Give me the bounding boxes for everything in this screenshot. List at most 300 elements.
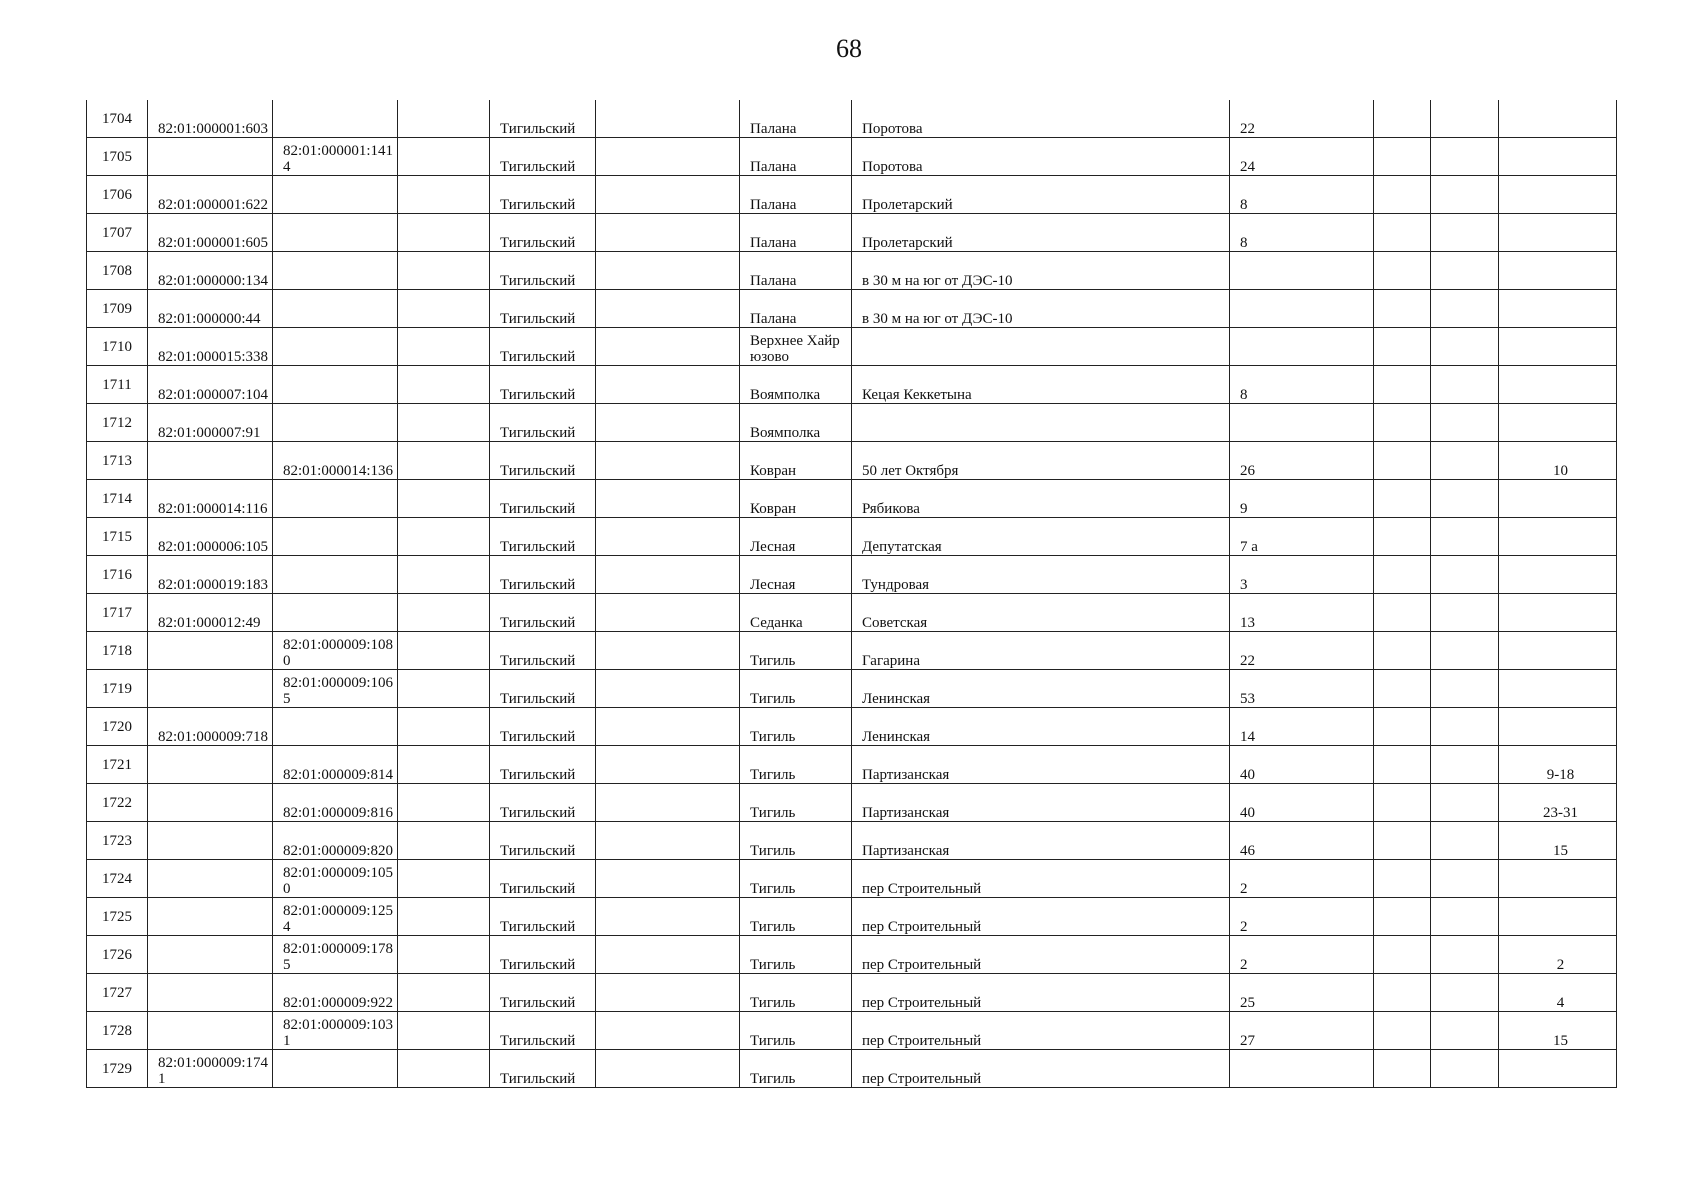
table-row bbox=[87, 784, 1617, 822]
cell-street: Партизанская bbox=[852, 784, 1230, 822]
cell-cadastral-number: 82:01:000009:718 bbox=[148, 708, 273, 746]
cell-street: Гагарина bbox=[852, 632, 1230, 670]
cell-empty bbox=[398, 936, 490, 974]
cell-empty bbox=[1374, 442, 1431, 480]
cell-empty bbox=[398, 366, 490, 404]
cell-empty bbox=[1374, 480, 1431, 518]
cell-row-number: 1719 bbox=[87, 670, 148, 708]
cell-cadastral-number bbox=[148, 670, 273, 708]
cell-empty bbox=[1374, 176, 1431, 214]
cell-district: Тигильский bbox=[490, 670, 596, 708]
cell-settlement: Палана bbox=[740, 100, 852, 138]
table-row bbox=[87, 290, 1617, 328]
cell-empty bbox=[1431, 404, 1499, 442]
cell-cadastral-number-building bbox=[273, 518, 398, 556]
cell-empty bbox=[1374, 746, 1431, 784]
cell-house: 26 bbox=[1230, 442, 1374, 480]
cell-empty bbox=[1374, 556, 1431, 594]
cell-empty bbox=[1431, 746, 1499, 784]
cell-district: Тигильский bbox=[490, 746, 596, 784]
cell-street: 50 лет Октября bbox=[852, 442, 1230, 480]
cell-cadastral-number bbox=[148, 746, 273, 784]
cell-row-number: 1722 bbox=[87, 784, 148, 822]
cell-cadastral-number: 82:01:000009:1741 bbox=[148, 1050, 273, 1088]
cell-row-number: 1712 bbox=[87, 404, 148, 442]
cell-house: 24 bbox=[1230, 138, 1374, 176]
cell-empty bbox=[596, 290, 740, 328]
cell-settlement: Тигиль bbox=[740, 1050, 852, 1088]
table-row bbox=[87, 100, 1617, 138]
cell-empty bbox=[1431, 252, 1499, 290]
cell-empty bbox=[596, 708, 740, 746]
cell-house: 8 bbox=[1230, 366, 1374, 404]
cell-empty bbox=[596, 404, 740, 442]
cell-street: Кецая Кеккетына bbox=[852, 366, 1230, 404]
cell-apartment bbox=[1499, 594, 1617, 632]
cell-cadastral-number-building bbox=[273, 1050, 398, 1088]
cell-empty bbox=[596, 822, 740, 860]
cell-settlement: Тигиль bbox=[740, 936, 852, 974]
cell-district: Тигильский bbox=[490, 252, 596, 290]
cell-empty bbox=[1431, 214, 1499, 252]
cell-empty bbox=[596, 936, 740, 974]
cell-empty bbox=[1431, 1012, 1499, 1050]
cell-district: Тигильский bbox=[490, 328, 596, 366]
cell-street: пер Строительный bbox=[852, 860, 1230, 898]
cell-empty bbox=[1431, 936, 1499, 974]
cell-empty bbox=[1374, 138, 1431, 176]
cell-empty bbox=[1431, 366, 1499, 404]
cell-empty bbox=[398, 1050, 490, 1088]
cell-cadastral-number-building bbox=[273, 480, 398, 518]
cell-cadastral-number-building bbox=[273, 594, 398, 632]
cell-cadastral-number-building bbox=[273, 556, 398, 594]
cell-empty bbox=[596, 632, 740, 670]
cell-empty bbox=[398, 708, 490, 746]
cell-empty bbox=[398, 670, 490, 708]
cell-cadastral-number: 82:01:000019:183 bbox=[148, 556, 273, 594]
cell-house: 27 bbox=[1230, 1012, 1374, 1050]
cell-cadastral-number-building bbox=[273, 404, 398, 442]
cell-empty bbox=[596, 100, 740, 138]
cell-row-number: 1706 bbox=[87, 176, 148, 214]
cell-empty bbox=[1431, 138, 1499, 176]
cell-cadastral-number bbox=[148, 936, 273, 974]
cell-house: 22 bbox=[1230, 100, 1374, 138]
cell-house: 8 bbox=[1230, 176, 1374, 214]
table-row bbox=[87, 974, 1617, 1012]
cell-row-number: 1718 bbox=[87, 632, 148, 670]
cell-empty bbox=[596, 138, 740, 176]
cell-apartment bbox=[1499, 366, 1617, 404]
table-body bbox=[87, 100, 1617, 1088]
cell-street: Поротова bbox=[852, 138, 1230, 176]
cell-row-number: 1720 bbox=[87, 708, 148, 746]
cell-empty bbox=[596, 366, 740, 404]
cell-empty bbox=[398, 214, 490, 252]
cell-cadastral-number: 82:01:000001:605 bbox=[148, 214, 273, 252]
cell-settlement: Тигиль bbox=[740, 670, 852, 708]
cell-street: пер Строительный bbox=[852, 898, 1230, 936]
cell-house: 8 bbox=[1230, 214, 1374, 252]
cell-street: Депутатская bbox=[852, 518, 1230, 556]
cell-house: 14 bbox=[1230, 708, 1374, 746]
cell-empty bbox=[398, 100, 490, 138]
cell-settlement: Палана bbox=[740, 290, 852, 328]
table-row bbox=[87, 518, 1617, 556]
cell-empty bbox=[596, 328, 740, 366]
cell-row-number: 1711 bbox=[87, 366, 148, 404]
cell-empty bbox=[1431, 708, 1499, 746]
cell-cadastral-number bbox=[148, 898, 273, 936]
cell-empty bbox=[1374, 632, 1431, 670]
cell-district: Тигильский bbox=[490, 860, 596, 898]
cell-street: пер Строительный bbox=[852, 1012, 1230, 1050]
cell-settlement: Ковран bbox=[740, 480, 852, 518]
cell-cadastral-number-building: 82:01:000014:136 bbox=[273, 442, 398, 480]
cell-empty bbox=[398, 328, 490, 366]
table-row bbox=[87, 366, 1617, 404]
cell-cadastral-number: 82:01:000015:338 bbox=[148, 328, 273, 366]
cell-empty bbox=[398, 784, 490, 822]
cell-empty bbox=[1431, 822, 1499, 860]
cell-cadastral-number bbox=[148, 974, 273, 1012]
cell-empty bbox=[1374, 594, 1431, 632]
cell-district: Тигильский bbox=[490, 518, 596, 556]
cell-apartment: 15 bbox=[1499, 822, 1617, 860]
cell-cadastral-number-building bbox=[273, 252, 398, 290]
cell-house: 40 bbox=[1230, 784, 1374, 822]
cell-street: Тундровая bbox=[852, 556, 1230, 594]
cell-district: Тигильский bbox=[490, 936, 596, 974]
cell-street: Советская bbox=[852, 594, 1230, 632]
cell-row-number: 1725 bbox=[87, 898, 148, 936]
cell-empty bbox=[1431, 632, 1499, 670]
table-row bbox=[87, 822, 1617, 860]
table-row bbox=[87, 1050, 1617, 1088]
cell-empty bbox=[1431, 442, 1499, 480]
cell-empty bbox=[596, 898, 740, 936]
cell-house: 25 bbox=[1230, 974, 1374, 1012]
cell-empty bbox=[398, 632, 490, 670]
cell-empty bbox=[398, 518, 490, 556]
cell-district: Тигильский bbox=[490, 1050, 596, 1088]
cell-street: в 30 м на юг от ДЭС-10 bbox=[852, 252, 1230, 290]
cell-empty bbox=[596, 860, 740, 898]
cell-empty bbox=[1374, 252, 1431, 290]
cell-empty bbox=[1431, 556, 1499, 594]
cell-empty bbox=[398, 822, 490, 860]
cell-empty bbox=[596, 442, 740, 480]
table-row bbox=[87, 1012, 1617, 1050]
cell-empty bbox=[596, 746, 740, 784]
cell-house bbox=[1230, 328, 1374, 366]
cell-cadastral-number: 82:01:000014:116 bbox=[148, 480, 273, 518]
table-row bbox=[87, 594, 1617, 632]
cell-empty bbox=[1374, 366, 1431, 404]
cell-settlement: Тигиль bbox=[740, 632, 852, 670]
table-row bbox=[87, 632, 1617, 670]
cell-empty bbox=[1374, 936, 1431, 974]
cell-empty bbox=[1374, 518, 1431, 556]
cell-empty bbox=[596, 252, 740, 290]
table-row bbox=[87, 708, 1617, 746]
cell-empty bbox=[596, 670, 740, 708]
cell-cadastral-number bbox=[148, 1012, 273, 1050]
cell-empty bbox=[596, 784, 740, 822]
cell-street: Партизанская bbox=[852, 822, 1230, 860]
cell-row-number: 1717 bbox=[87, 594, 148, 632]
cell-cadastral-number-building: 82:01:000009:814 bbox=[273, 746, 398, 784]
cell-apartment bbox=[1499, 290, 1617, 328]
cell-apartment bbox=[1499, 518, 1617, 556]
cell-apartment bbox=[1499, 328, 1617, 366]
cell-apartment bbox=[1499, 670, 1617, 708]
cell-empty bbox=[1431, 290, 1499, 328]
table-row bbox=[87, 404, 1617, 442]
cell-cadastral-number-building bbox=[273, 214, 398, 252]
cell-house bbox=[1230, 290, 1374, 328]
cell-cadastral-number bbox=[148, 784, 273, 822]
cell-house: 7 а bbox=[1230, 518, 1374, 556]
cell-empty bbox=[398, 252, 490, 290]
cell-empty bbox=[1431, 594, 1499, 632]
table-row bbox=[87, 252, 1617, 290]
cell-street bbox=[852, 404, 1230, 442]
cell-cadastral-number-building: 82:01:000009:1065 bbox=[273, 670, 398, 708]
cell-cadastral-number: 82:01:000007:104 bbox=[148, 366, 273, 404]
cell-empty bbox=[398, 290, 490, 328]
cell-apartment bbox=[1499, 1050, 1617, 1088]
cell-cadastral-number: 82:01:000000:44 bbox=[148, 290, 273, 328]
cell-empty bbox=[596, 974, 740, 1012]
cell-empty bbox=[596, 518, 740, 556]
cell-settlement: Тигиль bbox=[740, 708, 852, 746]
cell-street bbox=[852, 328, 1230, 366]
cell-empty bbox=[1431, 480, 1499, 518]
cell-cadastral-number bbox=[148, 860, 273, 898]
cell-district: Тигильский bbox=[490, 974, 596, 1012]
cell-settlement: Тигиль bbox=[740, 860, 852, 898]
cell-apartment bbox=[1499, 556, 1617, 594]
table-row bbox=[87, 898, 1617, 936]
cell-row-number: 1721 bbox=[87, 746, 148, 784]
cell-settlement: Ковран bbox=[740, 442, 852, 480]
cell-empty bbox=[398, 860, 490, 898]
table-row bbox=[87, 556, 1617, 594]
cell-empty bbox=[1374, 822, 1431, 860]
cell-empty bbox=[1374, 784, 1431, 822]
cell-street: Пролетарский bbox=[852, 176, 1230, 214]
cell-empty bbox=[1431, 100, 1499, 138]
cell-apartment bbox=[1499, 100, 1617, 138]
cell-empty bbox=[1431, 518, 1499, 556]
table-row bbox=[87, 480, 1617, 518]
cell-street: Партизанская bbox=[852, 746, 1230, 784]
cell-empty bbox=[398, 480, 490, 518]
cell-settlement: Воямполка bbox=[740, 366, 852, 404]
cell-cadastral-number bbox=[148, 632, 273, 670]
cell-apartment: 2 bbox=[1499, 936, 1617, 974]
cell-cadastral-number-building: 82:01:000009:1785 bbox=[273, 936, 398, 974]
cell-cadastral-number: 82:01:000012:49 bbox=[148, 594, 273, 632]
cell-cadastral-number-building bbox=[273, 328, 398, 366]
cell-settlement: Тигиль bbox=[740, 784, 852, 822]
cell-empty bbox=[596, 594, 740, 632]
cell-empty bbox=[1374, 290, 1431, 328]
cell-row-number: 1704 bbox=[87, 100, 148, 138]
cell-row-number: 1726 bbox=[87, 936, 148, 974]
cell-cadastral-number: 82:01:000006:105 bbox=[148, 518, 273, 556]
cell-cadastral-number: 82:01:000007:91 bbox=[148, 404, 273, 442]
cell-district: Тигильский bbox=[490, 556, 596, 594]
cell-row-number: 1713 bbox=[87, 442, 148, 480]
cell-apartment bbox=[1499, 138, 1617, 176]
cell-cadastral-number bbox=[148, 138, 273, 176]
cell-settlement: Палана bbox=[740, 138, 852, 176]
cell-district: Тигильский bbox=[490, 708, 596, 746]
cell-empty bbox=[1431, 670, 1499, 708]
cell-house: 2 bbox=[1230, 898, 1374, 936]
cell-district: Тигильский bbox=[490, 442, 596, 480]
cell-cadastral-number: 82:01:000001:622 bbox=[148, 176, 273, 214]
cell-district: Тигильский bbox=[490, 366, 596, 404]
cell-empty bbox=[596, 556, 740, 594]
cell-empty bbox=[1374, 100, 1431, 138]
cell-row-number: 1715 bbox=[87, 518, 148, 556]
cell-settlement: Тигиль bbox=[740, 898, 852, 936]
cell-street: в 30 м на юг от ДЭС-10 bbox=[852, 290, 1230, 328]
cell-street: пер Строительный bbox=[852, 974, 1230, 1012]
cell-district: Тигильский bbox=[490, 480, 596, 518]
cell-district: Тигильский bbox=[490, 100, 596, 138]
cell-cadastral-number-building: 82:01:000009:1254 bbox=[273, 898, 398, 936]
cell-apartment bbox=[1499, 860, 1617, 898]
cell-cadastral-number-building: 82:01:000009:1031 bbox=[273, 1012, 398, 1050]
cell-house: 13 bbox=[1230, 594, 1374, 632]
cell-cadastral-number bbox=[148, 822, 273, 860]
cell-settlement: Седанка bbox=[740, 594, 852, 632]
cell-cadastral-number-building: 82:01:000009:816 bbox=[273, 784, 398, 822]
cell-house: 22 bbox=[1230, 632, 1374, 670]
cell-street: пер Строительный bbox=[852, 936, 1230, 974]
cell-cadastral-number-building bbox=[273, 366, 398, 404]
cell-empty bbox=[596, 214, 740, 252]
cell-house: 53 bbox=[1230, 670, 1374, 708]
cell-empty bbox=[1374, 898, 1431, 936]
cell-house bbox=[1230, 252, 1374, 290]
cell-empty bbox=[1374, 1012, 1431, 1050]
cell-house bbox=[1230, 1050, 1374, 1088]
cell-empty bbox=[398, 898, 490, 936]
table-row bbox=[87, 328, 1617, 366]
cell-house: 46 bbox=[1230, 822, 1374, 860]
cell-row-number: 1716 bbox=[87, 556, 148, 594]
cell-settlement: Тигиль bbox=[740, 1012, 852, 1050]
cell-apartment bbox=[1499, 480, 1617, 518]
cell-settlement: Палана bbox=[740, 252, 852, 290]
cell-settlement: Тигиль bbox=[740, 822, 852, 860]
cell-street: Пролетарский bbox=[852, 214, 1230, 252]
cell-empty bbox=[1374, 670, 1431, 708]
cell-row-number: 1728 bbox=[87, 1012, 148, 1050]
cell-apartment bbox=[1499, 632, 1617, 670]
cell-empty bbox=[1374, 328, 1431, 366]
cell-street: Ленинская bbox=[852, 670, 1230, 708]
cell-empty bbox=[1431, 1050, 1499, 1088]
cell-house: 40 bbox=[1230, 746, 1374, 784]
cell-street: пер Строительный bbox=[852, 1050, 1230, 1088]
cell-row-number: 1710 bbox=[87, 328, 148, 366]
cell-empty bbox=[1431, 898, 1499, 936]
cell-empty bbox=[1431, 176, 1499, 214]
cell-settlement: Тигиль bbox=[740, 974, 852, 1012]
table-row bbox=[87, 746, 1617, 784]
cell-cadastral-number: 82:01:000001:603 bbox=[148, 100, 273, 138]
cell-house bbox=[1230, 404, 1374, 442]
cell-settlement: Верхнее Хайрюзово bbox=[740, 328, 852, 366]
cell-settlement: Тигиль bbox=[740, 746, 852, 784]
cell-row-number: 1723 bbox=[87, 822, 148, 860]
cell-district: Тигильский bbox=[490, 898, 596, 936]
cell-row-number: 1727 bbox=[87, 974, 148, 1012]
cell-street: Рябикова bbox=[852, 480, 1230, 518]
cell-empty bbox=[1431, 860, 1499, 898]
cell-settlement: Палана bbox=[740, 176, 852, 214]
cell-district: Тигильский bbox=[490, 784, 596, 822]
cell-apartment: 9-18 bbox=[1499, 746, 1617, 784]
table-row bbox=[87, 138, 1617, 176]
cell-empty bbox=[398, 594, 490, 632]
table-row bbox=[87, 176, 1617, 214]
cell-empty bbox=[398, 746, 490, 784]
cell-apartment bbox=[1499, 708, 1617, 746]
cell-cadastral-number-building: 82:01:000009:820 bbox=[273, 822, 398, 860]
cell-empty bbox=[1374, 1050, 1431, 1088]
cell-empty bbox=[1431, 328, 1499, 366]
cell-empty bbox=[1374, 214, 1431, 252]
cell-empty bbox=[398, 442, 490, 480]
cell-empty bbox=[1374, 860, 1431, 898]
cell-house: 3 bbox=[1230, 556, 1374, 594]
cell-empty bbox=[1374, 404, 1431, 442]
cell-cadastral-number-building: 82:01:000001:1414 bbox=[273, 138, 398, 176]
cell-house: 2 bbox=[1230, 860, 1374, 898]
cell-empty bbox=[398, 556, 490, 594]
cell-empty bbox=[398, 974, 490, 1012]
table-row bbox=[87, 936, 1617, 974]
cell-empty bbox=[1374, 708, 1431, 746]
cell-empty bbox=[1431, 784, 1499, 822]
cell-row-number: 1724 bbox=[87, 860, 148, 898]
cell-empty bbox=[1431, 974, 1499, 1012]
table-row bbox=[87, 860, 1617, 898]
cell-empty bbox=[1374, 974, 1431, 1012]
cell-row-number: 1714 bbox=[87, 480, 148, 518]
cell-empty bbox=[596, 176, 740, 214]
cell-district: Тигильский bbox=[490, 632, 596, 670]
cell-apartment bbox=[1499, 176, 1617, 214]
cell-cadastral-number bbox=[148, 442, 273, 480]
cell-row-number: 1729 bbox=[87, 1050, 148, 1088]
cell-apartment bbox=[1499, 214, 1617, 252]
cell-apartment: 15 bbox=[1499, 1012, 1617, 1050]
cell-row-number: 1707 bbox=[87, 214, 148, 252]
cell-settlement: Лесная bbox=[740, 518, 852, 556]
cell-settlement: Лесная bbox=[740, 556, 852, 594]
registry-table bbox=[86, 100, 1617, 1088]
cell-street: Поротова bbox=[852, 100, 1230, 138]
